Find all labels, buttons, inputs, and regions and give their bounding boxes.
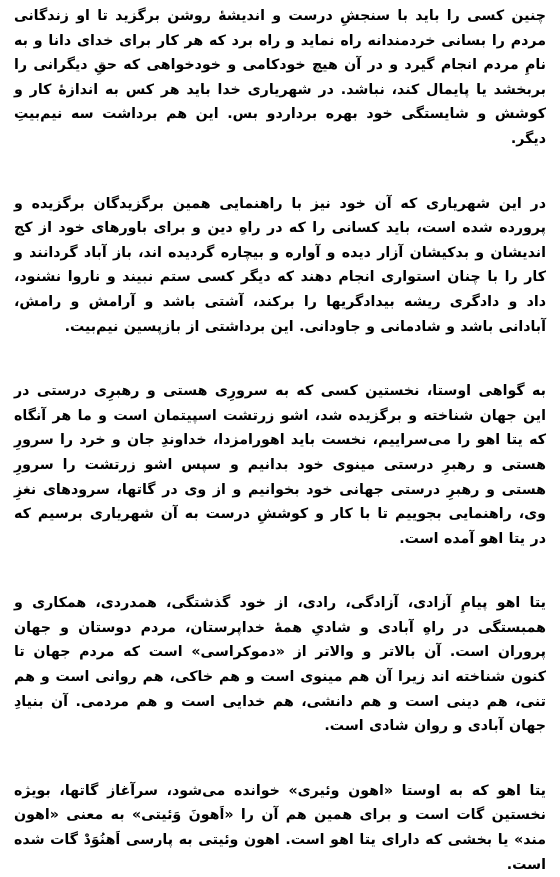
- paragraph: در این شهریاری که آن خود نیز با راهنمایی همین برگزیدگان برگزیده و پرورده شده است، باید کسانی را که در راهِ دین و برای باورهای خود از کج اندیشان و بدکیشان آزار دیده و آواره و بیچاره گردیده اند، باز آباد گردانند و کار را با چنان استواری انجام دهند که دیگر کسی ستم نبیند و ناروا نشنود، داد و دادگری ریشه بیدادگریها را برکند، آشتی باشد و آرامش و رامش، آبادانی باشد و شادمانی و جاودانی. این برداشتی از بازپسین نیم‌بیت.: [14, 195, 546, 335]
- paragraph: چنین کسی را باید با سنجشِ درست و اندیشهٔ روشن برگزید تا او زندگانی مردم را بسانی خردمندانه راه نماید و راه برد که هر کار برای خدای دانا و به نامِ مردم انجام گیرد و در آن هیچ خودکامی و خودخواهی که حقِ دیگرانی را بربخشد یا پایمال کند، نباشد. در شهریاری خدا باید هر کس به اندازهٔ کار و کوشش و شایستگی خود بهره برداردو بس. این هم برداشت سه نیم‌بیتِ دیگر.: [14, 8, 546, 147]
- paragraph: یتا اهو پیامِ آزادی، آزادگی، رادی، از خود گذشتگی، همدردی، همکاری و همبستگی در راهِ آبادی و شادیِ همهٔ خداپرستان، مردم دوستان و جهان پروران است. آن بالاتر و والاتر از «دموکراسی» است که مردم جهان تا کنون شناخته اند زیرا آن هم مینوی است و هم خاکی، هم روانی است و هم تنی، هم دینی است و هم دانشی، هم خدایی است و هم مردمی. آن بنیادِ جهان آبادی و روان شادی است.: [14, 595, 546, 735]
- paragraph: یتا اهو که به اوستا «اهون وئیری» خوانده می‌شود، سرآغاز گاتها، بویژه نخستین گات است و برای همین هم آن را «اَهونَ وَئیتی» به معنی «اهون مند» یا بخشی که دارای یتا اهو است. اهون وئیتی به پارسی اَهنُوَدْ گات شده است.: [14, 782, 546, 873]
- paragraph: به گواهی اوستا، نخستین کسی که به سرورِی هستی و رهبرِی درستی در این جهان شناخته و برگزیده شد، اشو زرتشت اسپیتمان است و ما هر آنگاه که یتا اهو را می‌سراییم، نخست باید اهورامزدا، خداوندِ جان و خرد را سرورِ هستی و رهبرِ درستی مینوی خود بدانیم و سپس اشو زرتشت را سرورِ هستی و رهبرِ درستی جهانی خود بخوانیم و از وی در گاتها، سرودهای نغزِ وی، راهنمایی بجوییم تا با کار و کوششِ درست به آن شهریاری برسیم که در یتا اهو آمده است.: [14, 383, 546, 547]
